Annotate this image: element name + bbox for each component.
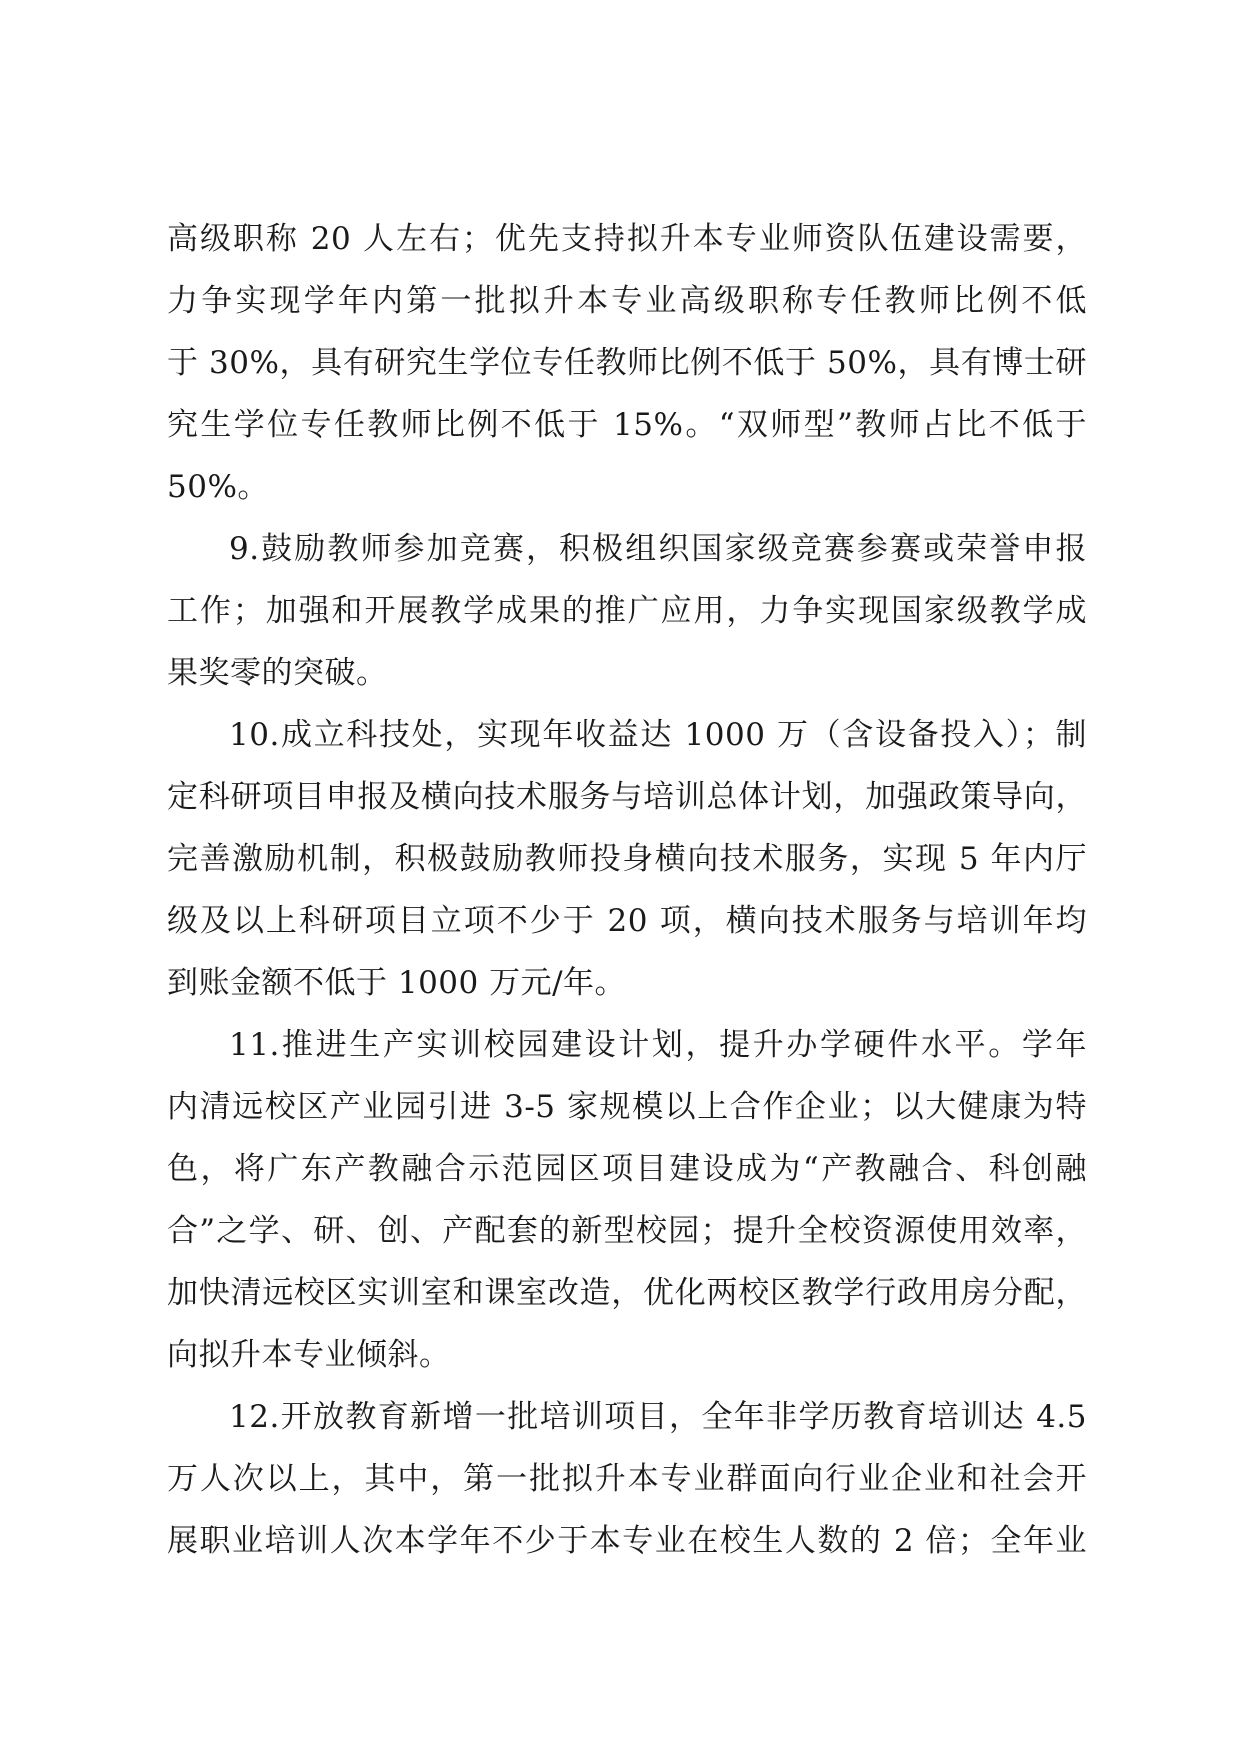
text-line bbox=[167, 456, 1087, 518]
text-line-content: 色，将广东产教融合示范园区项目建设成为“产教融合、科创融 bbox=[167, 1151, 1087, 1187]
text-line bbox=[167, 394, 1087, 456]
text-line bbox=[167, 1510, 1087, 1572]
text-line-content: 果奖零的突破。 bbox=[167, 655, 388, 691]
text-line-content: 究生学位专任教师比例不低于 15%。“双师型”教师占比不低于 bbox=[167, 407, 1087, 443]
text-line bbox=[167, 208, 1087, 270]
text-line bbox=[167, 332, 1087, 394]
text-line bbox=[167, 1200, 1087, 1262]
text-line-content: 万人次以上，其中，第一批拟升本专业群面向行业企业和社会开 bbox=[167, 1461, 1087, 1497]
text-line-content: 于 30%，具有研究生学位专任教师比例不低于 50%，具有博士研 bbox=[167, 345, 1087, 381]
text-line-content: 50%。 bbox=[167, 469, 269, 505]
text-line bbox=[167, 828, 1087, 890]
text-line bbox=[167, 580, 1087, 642]
text-line bbox=[167, 890, 1087, 952]
text-line-content: 向拟升本专业倾斜。 bbox=[167, 1337, 451, 1373]
text-line bbox=[167, 766, 1087, 828]
text-line-content: 加快清远校区实训室和课室改造，优化两校区教学行政用房分配， bbox=[167, 1275, 1087, 1311]
text-line-content: 定科研项目申报及横向技术服务与培训总体计划，加强政策导向， bbox=[167, 779, 1087, 815]
body-text bbox=[167, 208, 1087, 1572]
text-line bbox=[167, 1076, 1087, 1138]
text-line-content: 高级职称 20 人左右；优先支持拟升本专业师资队伍建设需要， bbox=[167, 221, 1087, 257]
text-line-content: 完善激励机制，积极鼓励教师投身横向技术服务，实现 5 年内厅 bbox=[167, 841, 1087, 877]
text-line bbox=[167, 1386, 1087, 1448]
text-line-content: 内清远校区产业园引进 3-5 家规模以上合作企业；以大健康为特 bbox=[167, 1089, 1087, 1125]
text-line-content: 力争实现学年内第一批拟升本专业高级职称专任教师比例不低 bbox=[167, 283, 1087, 319]
text-line bbox=[167, 952, 1087, 1014]
text-line bbox=[167, 642, 1087, 704]
text-line-content: 工作；加强和开展教学成果的推广应用，力争实现国家级教学成 bbox=[167, 593, 1087, 629]
text-line bbox=[167, 1262, 1087, 1324]
text-line bbox=[167, 1324, 1087, 1386]
text-line-content: 11.推进生产实训校园建设计划，提升办学硬件水平。学年 bbox=[229, 1027, 1087, 1063]
text-line-content: 展职业培训人次本学年不少于本专业在校生人数的 2 倍；全年业 bbox=[167, 1523, 1087, 1559]
text-line bbox=[167, 1138, 1087, 1200]
text-line-content: 12.开放教育新增一批培训项目，全年非学历教育培训达 4.5 bbox=[229, 1399, 1087, 1435]
text-line-content: 合”之学、研、创、产配套的新型校园；提升全校资源使用效率， bbox=[167, 1213, 1087, 1249]
text-line-content: 级及以上科研项目立项不少于 20 项，横向技术服务与培训年均 bbox=[167, 903, 1087, 939]
text-line-content: 10.成立科技处，实现年收益达 1000 万（含设备投入）；制 bbox=[229, 717, 1087, 753]
text-line bbox=[167, 518, 1087, 580]
text-line bbox=[167, 1448, 1087, 1510]
text-line bbox=[167, 1014, 1087, 1076]
text-line bbox=[167, 270, 1087, 332]
text-line-content: 到账金额不低于 1000 万元/年。 bbox=[167, 965, 627, 1001]
text-line-content: 9.鼓励教师参加竞赛，积极组织国家级竞赛参赛或荣誉申报 bbox=[229, 531, 1087, 567]
text-line bbox=[167, 704, 1087, 766]
